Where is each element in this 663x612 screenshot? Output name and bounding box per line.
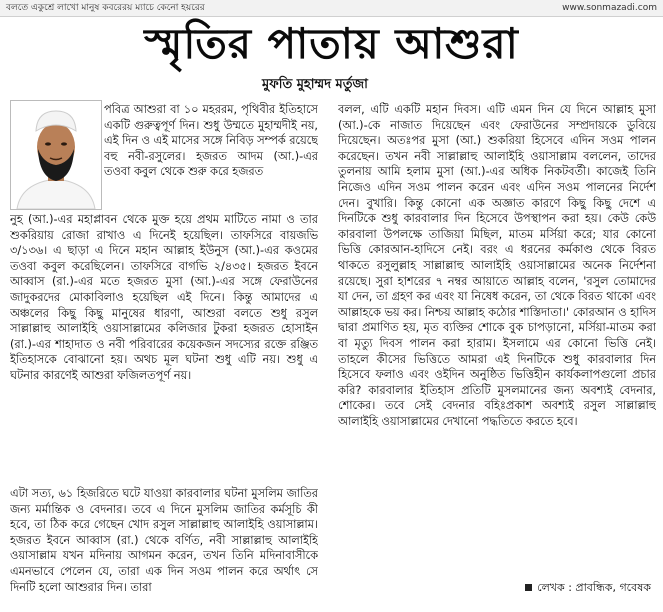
author-note-text: লেখক : প্রাবন্ধিক, গবেষক: [537, 581, 651, 594]
article-body-col1: [10, 212, 318, 480]
article-body-intro: [104, 102, 318, 212]
author-photo: [10, 100, 102, 210]
paragraph-intro: পবিত্র আশুরা বা ১০ মহররম, পৃথিবীর ইতিহাসে একটি গুরুত্বপূর্ণ দিন। শুধু উম্মতে মুহাম্মদীই নয়, এই দিন ও এই মাসের সঙ্গে নিবিড় সম্পর্ক রয়েছে বহু নবী-রসুলের। হজরত আদম (আ.)-এর তওবা কবুল থেকে শুরু করে হজরত: [104, 103, 318, 179]
author-portrait-icon: [11, 101, 101, 209]
top-strip-text: বলতে একুশ্রে লাখো মানুষ কবরেরয় ম্যাচে কেনো হয়রের: [6, 3, 205, 13]
paragraph-2: এটা সত্য, ৬১ হিজরিতে ঘটে যাওয়া কারবালার ঘটনা মুসলিম জাতির জন্য মর্মান্তিক ও বেদনার। তবে এ দিনে মুসলিম জাতির কর্মসূচি কী হবে, তা ঠিক করে গেছেন খোদ রসুল সাল্লাল্লাহু আলাইহি ওয়াসাল্লাম। হজরত ইবনে আব্বাস (রা.) থেকে বর্ণিত, নবী সাল্লাল্লাহু আলাইহি ওয়াসাল্লাম যখন মদিনায় আগমন করেন, তখন তিনি মদিনাবাসীকে এমনভাবে পেলেন যে, তারা এক দিন সওম পালন করে অর্থাৎ সে দিনটি হলো আশুরার দিন। তারা: [10, 487, 318, 594]
author-note: [525, 580, 651, 596]
top-strip: [0, 0, 663, 17]
author-byline: মুফতি মুহাম্মদ মর্তুজা: [262, 77, 368, 92]
site-url[interactable]: www.sonmazadi.com: [562, 3, 657, 13]
paragraph-3: বলল, এটি একটি মহান দিবস। এটি এমন দিন যে দিনে আল্লাহ মুসা (আ.)-কে নাজাত দিয়েছেন এবং ফেরাউনের সম্প্রদায়কে ডুবিয়ে দিয়েছেন। অতঃপর মুসা (আ.) শুকরিয়া হিসেবে এদিন সওম পালন করেছেন। তখন নবী সাল্লাল্লাহু আলাইহি ওয়াসাল্লাম বললেন, তাদের তুলনায় আমি হলাম মুসা (আ.)-এর অধিক নিকটবর্তী। কাজেই তিনি নিজেও এদিন সওম পালন করেন এবং এদিন সওম পালনের নির্দেশ দেন। বুখারি। কিন্তু কোনো এক অজ্ঞাত কারণে কিছু কিছু দেশে এ দিনটিকে শুধু কারবালার দিন হিসেবে উপস্থাপন করা হয়। কেউ কেউ কারবালা উপলক্ষে তাজিয়া মিছিল, মাতম মর্সিয়া করে; যার কোনো ভিত্তি কোরআন-হাদিসে নেই। বরং এ ধরনের কর্মকাণ্ড থেকে বিরত থাকতে রসুলুল্লাহ সাল্লাল্লাহু আলাইহি ওয়াসাল্লামের অনেক নির্দেশনা রয়েছে। সুরা হাশরের ৭ নম্বর আয়াতে আল্লাহ বলেন, 'রসুল তোমাদের যা দেন, তা গ্রহণ কর এবং যা নিষেধ করেন, তা থেকে বিরত থাকো এবং আল্লাহকে ভয় কর। নিশ্চয় আল্লাহ কঠোর শাস্তিদাতা।' কোরআন ও হাদিস দ্বারা প্রমাণিত হয়, মৃত ব্যক্তির শোকে বুক চাপড়ানো, মর্সিয়া-মাতম করা বা মৃত্যু দিবস পালন করা হারাম। ইসলামে এর কোনো ভিত্তি নেই। তাহলে কীসের ভিত্তিতে আমরা এই দিনটিকে শুধু কারবালার দিন হিসেবে ফলাও এবং ওইদিন অনুষ্ঠিত ভিত্তিহীন কার্যকলাপগুলো প্রচার করি? কারবালার ইতিহাস প্রতিটি মুসলমানের জন্য অবশ্যই বেদনার, শোকের। তবে সেই বেদনার বহিঃপ্রকাশ অবশ্যই রসুল সাল্লাল্লাহু আলাইহি ওয়াসাল্লামের দেখানো পদ্ধতিতে করতে হবে।: [338, 103, 656, 428]
article-body-col1-part2: [10, 486, 318, 606]
article-body-col2: [338, 102, 656, 580]
square-bullet-icon: [525, 584, 532, 591]
paragraph-1: নুহ (আ.)-এর মহাপ্লাবন থেকে মুক্ত হয়ে প্রথম মাটিতে নামা ও তার শুকরিয়ায় রোজা রাখাও এ দিনেই হয়েছিল। তাফসিরে বায়জভি ৩/১৩৬। এ ছাড়া এ দিনে মহান আল্লাহ ইউনুস (আ.)-এর কওমের তওবা কবুল করেছিলেন। তাফসিরে বাগভি ২/৪৩৫। হজরত ইবনে আব্বাস (রা.)-এর মতে হজরত মুসা (আ.)-এর সঙ্গে ফেরাউনের জাদুকরদের মোকাবিলাও হয়েছিল এই দিনে। কিন্তু আমাদের এ অঞ্চলের কিছু কিছু মানুষের ধারণা, আশুরা বলতে শুধু রসুল সাল্লাল্লাহু আলাইহি ওয়াসাল্লামের কলিজার টুকরা হজরত হোসাইন (রা.)-এর শাহাদাত ও নবী পরিবারের কয়েকজন সদস্যের রক্তে রঞ্জিত ইতিহাসকে বোঝানো হয়। অথচ মূল ঘটনা শুধু এটি নয়। শুধু এ ঘটনার কারণেই আশুরা ফজিলতপূর্ণ নয়।: [10, 213, 318, 382]
article-title: স্মৃতির পাতায় আশুরা: [144, 19, 519, 68]
